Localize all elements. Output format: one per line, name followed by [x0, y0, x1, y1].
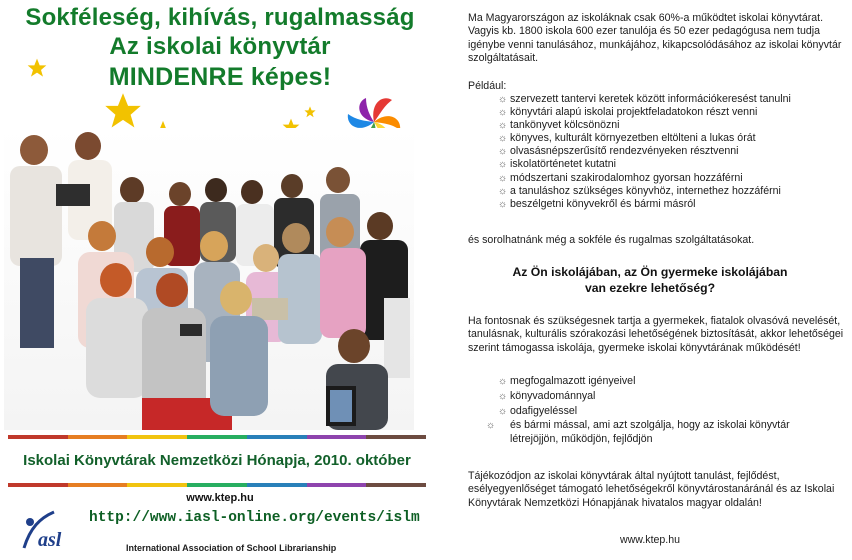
poster-title-line-2: Az iskolai könyvtár — [109, 33, 331, 60]
month-line: Iskolai Könyvtárak Nemzetközi Hónapja, 2010. október — [23, 452, 411, 469]
question-line-2: van ezekre lehetőség? — [584, 281, 716, 295]
closing-paragraph: Tájékozódjon az iskolai könyvtárak által nyújtott tanulást, fejlődést, esélyegyenlőséget támogató lehetőségekről könyvtárostanáránál és az Iskolai Könyvtárak Nemzetközi Hónapjának hivatalos magyar oldalán! — [468, 470, 835, 509]
list-item: ☼ beszélgetni könyvekről és bármi másról — [498, 197, 696, 210]
sun-bullet-icon: ☼ — [498, 405, 508, 417]
list-item: ☼ olvasásnépszerűsítő rendezvényeken résztvenni — [498, 145, 739, 158]
list-item: ☼ a tanuláshoz szükséges könyvhöz, internethez hozzáférni — [498, 184, 781, 197]
list-item: ☼ iskolatörténetet kutatni — [498, 158, 616, 171]
text-panel — [450, 0, 850, 560]
list-item: ☼ könyvadománnyal — [498, 389, 596, 402]
sun-bullet-icon: ☼ — [498, 94, 508, 105]
sun-bullet-icon: ☼ — [498, 198, 508, 210]
list-item: ☼ módszertani szakirodalomhoz gyorsan hozzáférni — [498, 171, 743, 184]
svg-text:asl: asl — [38, 529, 62, 551]
ktep-link[interactable]: www.ktep.hu — [619, 534, 681, 546]
sun-bullet-icon: ☼ — [498, 107, 508, 119]
poster-title-line-1: Sokféleség, kihívás, rugalmasság — [25, 4, 415, 31]
sun-bullet-icon: ☼ — [498, 390, 508, 402]
list-item: ☼ odafigyeléssel — [498, 404, 578, 417]
students-reading-photo — [4, 128, 414, 430]
iasl-logo — [20, 508, 76, 552]
sun-bullet-icon: ☼ — [498, 172, 508, 184]
star-icon — [104, 92, 142, 130]
list-item: ☼ és bármi mással, ami azt szolgálja, hogy az iskolai könyvtár létrejöjjön, működjön, fejlődjön — [486, 419, 790, 445]
ktep-link-poster[interactable]: www.ktep.hu — [186, 492, 254, 504]
support-list — [486, 375, 828, 446]
examples-list — [498, 93, 838, 211]
question-line-1: Az Ön iskolájában, az Ön gyermeke iskolájában — [512, 265, 788, 279]
iasl-organization-name: International Association of School Librarianship — [126, 543, 337, 553]
list-item: ☼ megfogalmazott igényeivel — [498, 375, 636, 387]
iasl-events-link[interactable]: http://www.iasl-online.org/events/islm — [89, 510, 420, 526]
sun-bullet-icon: ☼ — [498, 185, 508, 197]
star-icon — [304, 106, 316, 118]
list-item: ☼ könyves, kulturált környezetben eltölteni a lukas órát — [498, 132, 756, 145]
sun-bullet-icon: ☼ — [486, 420, 496, 432]
intro-paragraph: Ma Magyarországon az iskoláknak csak 60%-a működtet iskolai könyvtárat. Vagyis kb. 1800 iskola 600 ezer tanulója és 50 ezer pedagógusa nem tudja igénybe venni tanulásához, munkájához, kikapcsolódásához az iskolai könyvtár szolgáltatásait. — [468, 12, 842, 65]
sun-bullet-icon: ☼ — [498, 120, 508, 132]
sun-bullet-icon: ☼ — [498, 159, 508, 171]
sun-bullet-icon: ☼ — [498, 133, 508, 145]
support-paragraph: Ha fontosnak és szükségesnek tartja a gyermekek, fiatalok olvasóvá nevelését, tanulásnak, kulturális szórakozási lehetőségének biztosítását, akkor lehetőségei szerint támogassa iskolája, gyermeke iskolai könyvtárának működését! — [468, 315, 844, 354]
rainbow-divider-top — [8, 435, 426, 439]
examples-label: Például: — [468, 80, 507, 92]
list-item: ☼ szervezett tantervi keretek között információkeresést tanulni — [498, 93, 791, 105]
star-icon — [27, 58, 47, 78]
examples-tail: és sorolhatnánk még a sokféle és rugalmas szolgáltatásokat. — [468, 234, 755, 246]
poster-title-line-3: MINDENRE képes! — [108, 63, 332, 91]
list-item: ☼ könyvtári alapú iskolai projektfeladatokon részt venni — [498, 106, 758, 119]
list-item: ☼ tankönyvet kölcsönözni — [498, 119, 620, 132]
sun-bullet-icon: ☼ — [498, 376, 508, 387]
sun-bullet-icon: ☼ — [498, 146, 508, 158]
rainbow-divider-bottom — [8, 483, 426, 487]
